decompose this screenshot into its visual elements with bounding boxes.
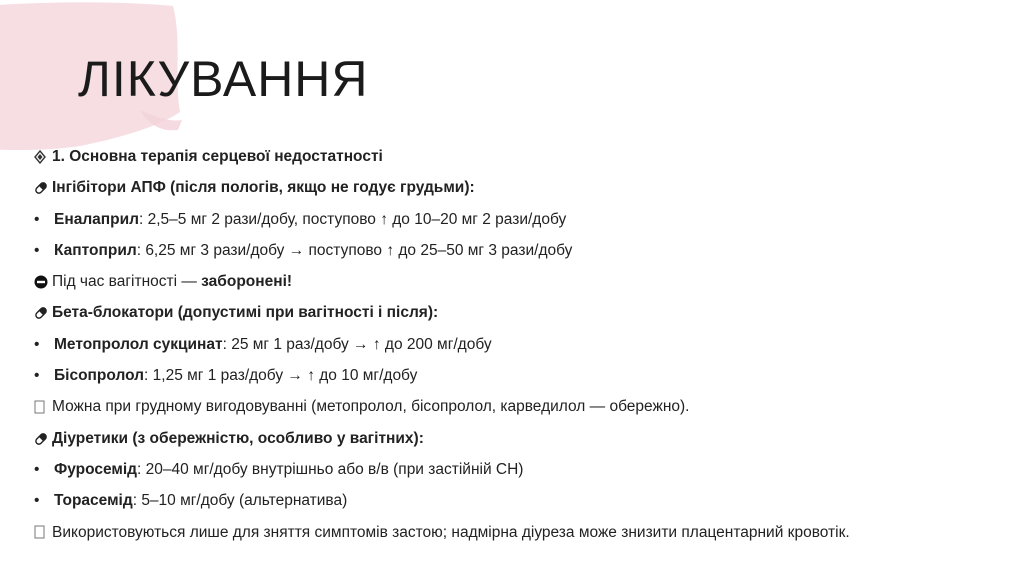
note-diuretic-caution	[34, 523, 884, 543]
bullet-bisoprolol	[34, 366, 884, 397]
drug-dosage: : 25 мг 1 раз/добу → ↑ до 200 мг/добу	[222, 335, 492, 353]
drug-dosage: : 6,25 мг 3 рази/добу → поступово ↑ до 25–50 мг 3 рази/добу	[136, 241, 573, 259]
pill-icon	[34, 178, 52, 201]
bullet-icon: •	[34, 241, 40, 259]
drug-dosage: : 2,5–5 мг 2 рази/добу, поступово ↑ до 10–20 мг 2 рази/добу	[139, 210, 567, 228]
bullet-icon: •	[34, 492, 40, 510]
warning-bold-text: заборонені!	[201, 273, 293, 291]
pill-icon	[34, 303, 52, 326]
drug-dosage: : 20–40 мг/добу внутрішньо або в/в (при застійній СН)	[137, 460, 524, 478]
drug-name: Бісопролол	[54, 367, 145, 385]
warning-pregnancy-contraindicated	[34, 272, 884, 303]
section-heading-beta-blockers	[34, 303, 884, 334]
bullet-icon: •	[34, 367, 40, 385]
bullet-furosemide	[34, 460, 884, 491]
bullet-metoprolol	[34, 335, 884, 366]
warning-text: Під час вагітності —	[52, 273, 202, 291]
bullet-icon: •	[34, 460, 40, 478]
heading-text: Бета-блокатори (допустимі при вагітності і після):	[52, 304, 439, 322]
heading-text: Діуретики (з обережністю, особливо у вагітних):	[52, 429, 424, 447]
note-text: Використовуються лише для зняття симптомів застою; надмірна діуреза може знизити плацентарний кровотік.	[52, 523, 850, 541]
heading-text: Інгібітори АПФ (після пологів, якщо не годує грудьми):	[52, 179, 475, 197]
drug-dosage: : 1,25 мг 1 раз/добу → ↑ до 10 мг/добу	[144, 367, 418, 385]
note-text: Можна при грудному вигодовуванні (метопролол, бісопролол, карведилол — обережно).	[52, 398, 690, 416]
missing-glyph-icon	[34, 523, 52, 543]
diamond-icon	[34, 147, 52, 170]
section-heading-ace-inhibitors	[34, 178, 884, 209]
bullet-torasemide	[34, 491, 884, 522]
bullet-icon: •	[34, 210, 40, 228]
no-entry-icon	[34, 272, 52, 295]
bullet-captopril	[34, 241, 884, 272]
pill-icon	[34, 429, 52, 452]
drug-name: Метопролол сукцинат	[54, 335, 223, 353]
bullet-enalapril	[34, 210, 884, 241]
section-heading-diuretics	[34, 429, 884, 460]
drug-name: Торасемід	[54, 492, 133, 510]
bullet-icon: •	[34, 335, 40, 353]
heading-text: 1. Основна терапія серцевої недостатності	[52, 148, 383, 165]
drug-name: Каптоприл	[54, 241, 137, 259]
slide-content	[34, 147, 884, 543]
slide-title: ЛІКУВАННЯ	[78, 51, 369, 107]
note-breastfeeding	[34, 397, 884, 428]
missing-glyph-icon	[34, 397, 52, 420]
drug-name: Фуросемід	[54, 460, 138, 478]
drug-name: Еналаприл	[54, 210, 139, 228]
section-heading-basic-therapy	[34, 147, 884, 178]
drug-dosage: : 5–10 мг/добу (альтернатива)	[132, 492, 348, 510]
